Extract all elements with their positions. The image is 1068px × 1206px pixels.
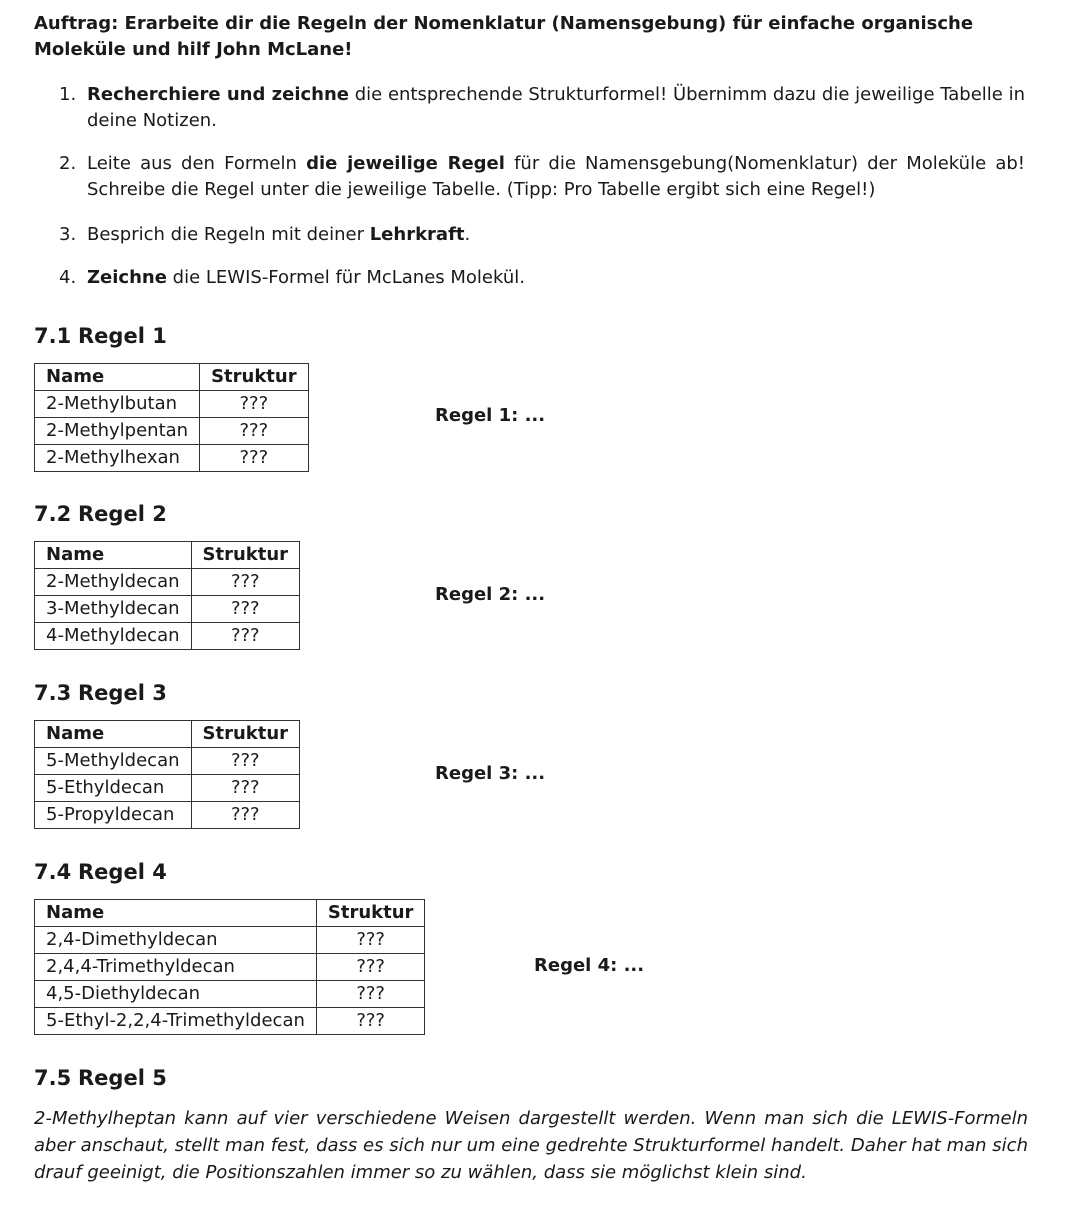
section-title: Regel 1 <box>78 324 167 348</box>
table-row <box>35 954 425 981</box>
molecule-name: 2-Methylpentan <box>35 418 200 445</box>
structure-cell: ??? <box>191 748 300 775</box>
molecule-name: 2,4-Dimethyldecan <box>35 927 317 954</box>
structure-cell: ??? <box>191 775 300 802</box>
structure-cell: ??? <box>191 623 300 650</box>
name-column-header: Name <box>35 721 192 748</box>
structure-cell: ??? <box>200 391 309 418</box>
task-emphasis: die jeweilige Regel <box>306 153 505 174</box>
rule-label: Regel 2: ... <box>435 584 546 605</box>
molecule-name: 2-Methylbutan <box>35 391 200 418</box>
task-rest: die entsprechende Strukturformel! Übernimm dazu die jeweilige Tabelle in deine Notizen. <box>87 84 1026 131</box>
structure-cell: ??? <box>316 981 425 1008</box>
molecule-name: 3-Methyldecan <box>35 596 192 623</box>
task-number: 3. <box>59 224 77 245</box>
structure-cell: ??? <box>191 596 300 623</box>
structure-cell: ??? <box>191 569 300 596</box>
section-title: Regel 3 <box>78 681 167 705</box>
section-heading <box>34 500 167 528</box>
section-number: 7.2 <box>34 502 72 526</box>
molecule-name: 2-Methyldecan <box>35 569 192 596</box>
table-row <box>35 748 300 775</box>
section-heading <box>34 858 167 886</box>
task-number: 2. <box>59 153 77 174</box>
rule-5-explanation: 2-Methylheptan kann auf vier verschiedene Weisen dargestellt werden. Wenn man sich die LEWIS-Formeln aber anschaut, stellt man fest, dass es sich nur um eine gedrehte Strukturformel handelt. Daher hat man sich drauf geeinigt, die Positionszahlen immer so zu wählen, dass sie möglichst klein sind. <box>34 1108 1028 1183</box>
structure-cell: ??? <box>316 1008 425 1035</box>
structure-cell: ??? <box>200 445 309 472</box>
structure-column-header: Struktur <box>316 900 425 927</box>
structure-column-header: Struktur <box>200 364 309 391</box>
molecule-name: 2,4,4-Trimethyldecan <box>35 954 317 981</box>
task-number: 4. <box>59 267 77 288</box>
task-emphasis: Recherchiere und zeichne <box>87 84 349 105</box>
molecule-name: 2-Methylhexan <box>35 445 200 472</box>
structure-column-header: Struktur <box>191 721 300 748</box>
table-row <box>35 418 309 445</box>
task-text <box>87 222 1025 248</box>
rule-label: Regel 1: ... <box>435 405 546 426</box>
task-text <box>87 265 1025 291</box>
molecule-table <box>34 363 309 472</box>
structure-column-header: Struktur <box>191 542 300 569</box>
rule-label: Regel 3: ... <box>435 763 546 784</box>
molecule-name: 4-Methyldecan <box>35 623 192 650</box>
section-title: Regel 5 <box>78 1066 167 1090</box>
section-heading <box>34 679 167 707</box>
table-row <box>35 927 425 954</box>
task-emphasis: Lehrkraft <box>369 224 465 245</box>
section-title: Regel 4 <box>78 860 167 884</box>
task-number: 1. <box>59 84 77 105</box>
molecule-name: 5-Ethyldecan <box>35 775 192 802</box>
table-row <box>35 569 300 596</box>
task-pre: Leite aus den Formeln <box>87 153 307 174</box>
molecule-name: 4,5-Diethyldecan <box>35 981 317 1008</box>
name-column-header: Name <box>35 900 317 927</box>
task-rest: . <box>464 224 471 245</box>
molecule-name: 5-Ethyl-2,2,4-Trimethyldecan <box>35 1008 317 1035</box>
section-title: Regel 2 <box>78 502 167 526</box>
structure-cell: ??? <box>191 802 300 829</box>
table-row <box>35 391 309 418</box>
task-pre: Besprich die Regeln mit deiner <box>87 224 370 245</box>
table-row <box>35 802 300 829</box>
molecule-table <box>34 541 300 650</box>
task-text <box>87 151 1025 203</box>
section-number: 7.3 <box>34 681 72 705</box>
name-column-header: Name <box>35 364 200 391</box>
name-column-header: Name <box>35 542 192 569</box>
table-row <box>35 445 309 472</box>
section-heading <box>34 322 167 350</box>
structure-cell: ??? <box>316 927 425 954</box>
table-row <box>35 596 300 623</box>
table-row <box>35 623 300 650</box>
section-heading <box>34 1064 167 1092</box>
section-number: 7.1 <box>34 324 72 348</box>
section-number: 7.5 <box>34 1066 72 1090</box>
task-rest: für die Namensgebung(Nomenklatur) der Moleküle ab! Schreibe die Regel unter die jeweilige Tabelle. (Tipp: Pro Tabelle ergibt sich eine Regel!) <box>87 153 1025 200</box>
rule-label: Regel 4: ... <box>534 955 645 976</box>
assignment-intro: Auftrag: Erarbeite dir die Regeln der Nomenklatur (Namensgebung) für einfache organische Moleküle und hilf John McLane! <box>34 13 974 60</box>
table-row <box>35 775 300 802</box>
molecule-table <box>34 720 300 829</box>
molecule-table <box>34 899 425 1035</box>
structure-cell: ??? <box>316 954 425 981</box>
molecule-name: 5-Propyldecan <box>35 802 192 829</box>
table-row <box>35 981 425 1008</box>
molecule-name: 5-Methyldecan <box>35 748 192 775</box>
task-rest: die LEWIS-Formel für McLanes Molekül. <box>166 267 526 288</box>
section-number: 7.4 <box>34 860 72 884</box>
table-row <box>35 1008 425 1035</box>
structure-cell: ??? <box>200 418 309 445</box>
task-emphasis: Zeichne <box>87 267 167 288</box>
task-text <box>87 82 1025 134</box>
